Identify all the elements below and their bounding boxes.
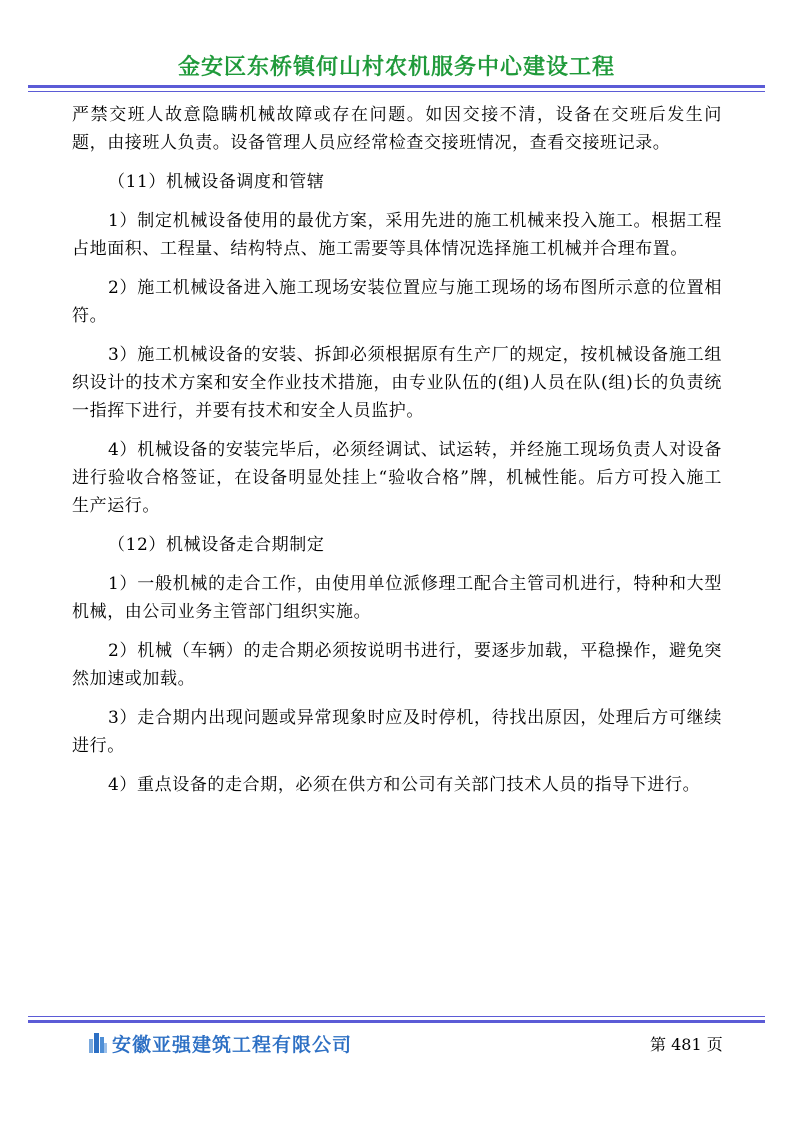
paragraph: 3）走合期内出现问题或异常现象时应及时停机，待找出原因，处理后方可继续进行。 (72, 708, 722, 756)
building-logo-icon (88, 1029, 108, 1053)
footer-rule-thin (28, 1016, 765, 1017)
section-heading: （11）机械设备调度和管辖 (108, 172, 325, 192)
header-rule-thin (28, 91, 765, 92)
paragraph: 4）重点设备的走合期，必须在供方和公司有关部门技术人员的指导下进行。 (108, 775, 701, 795)
paragraph: 2）施工机械设备进入施工现场安装位置应与施工现场的场布图所示意的位置相符。 (72, 278, 722, 326)
footer-rule-thick (28, 1020, 765, 1023)
paragraph: 4）机械设备的安装完毕后，必须经调试、试运转，并经施工现场负责人对设备进行验收合格签证，在设备明显处挂上“验收合格”牌，机械性能。后方可投入施工生产运行。 (72, 440, 722, 516)
page-number: 第 481 页 (650, 1035, 723, 1054)
paragraph: 3）施工机械设备的安装、拆卸必须根据原有生产厂的规定，按机械设备施工组织设计的技术方案和安全作业技术措施，由专业队伍的(组)人员在队(组)长的负责统一指挥下进行，并要有技术和安全人员监护。 (72, 345, 722, 421)
section-heading: （12）机械设备走合期制定 (108, 535, 325, 555)
paragraph: 1）制定机械设备使用的最优方案，采用先进的施工机械来投入施工。根据工程占地面积、工程量、结构特点、施工需要等具体情况选择施工机械并合理布置。 (72, 211, 722, 259)
header-title: 金安区东桥镇何山村农机服务中心建设工程 (177, 55, 615, 80)
paragraph: 1）一般机械的走合工作，由使用单位派修理工配合主管司机进行，特种和大型机械，由公司业务主管部门组织实施。 (72, 574, 722, 622)
header-rule-thick (28, 85, 765, 88)
footer-company: 安徽亚强建筑工程有限公司 (112, 1034, 353, 1056)
paragraph: 2）机械（车辆）的走合期必须按说明书进行，要逐步加载，平稳操作，避免突然加速或加载。 (72, 641, 722, 689)
paragraph: 严禁交班人故意隐瞒机械故障或存在问题。如因交接不清，设备在交班后发生问题，由接班人负责。设备管理人员应经常检查交接班情况，查看交接班记录。 (72, 105, 722, 153)
document-body (72, 101, 722, 799)
